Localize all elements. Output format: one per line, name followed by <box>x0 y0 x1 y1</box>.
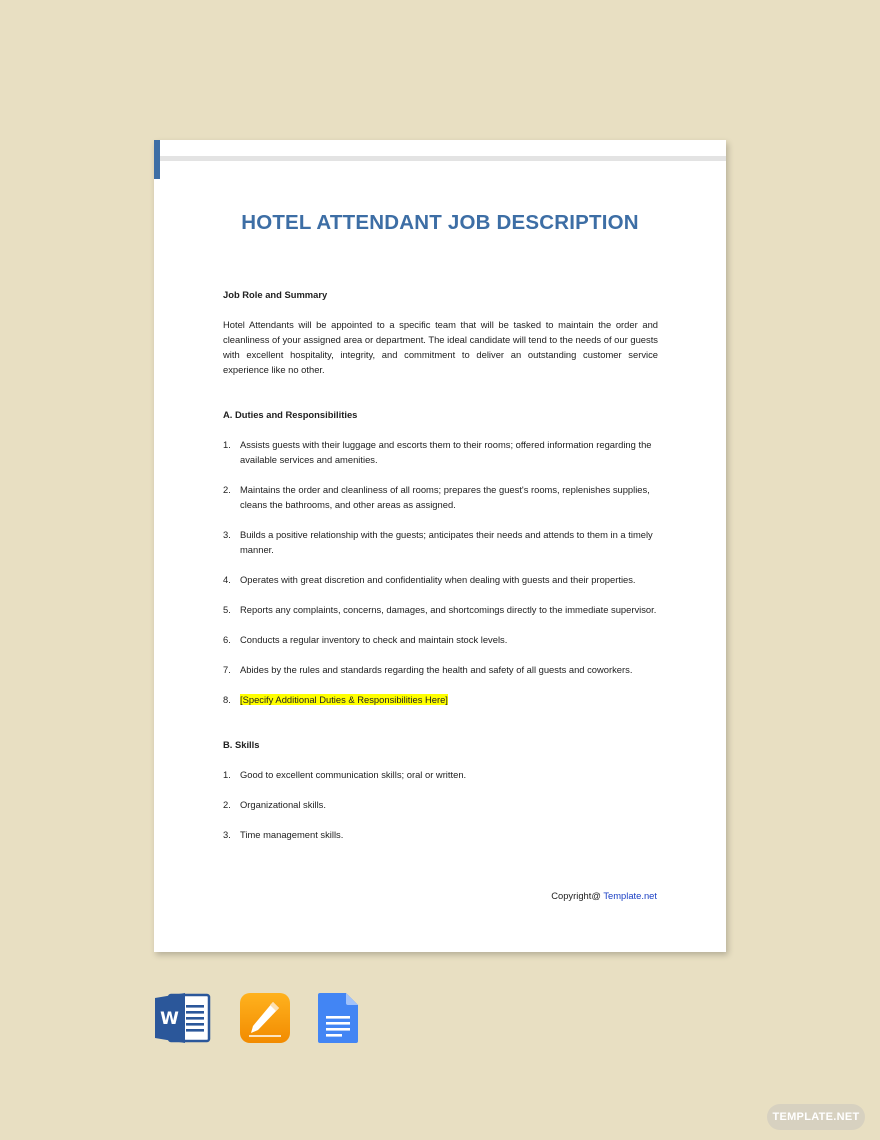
list-item-number: 1. <box>223 769 231 780</box>
list-item <box>223 527 658 557</box>
copyright <box>551 888 657 903</box>
list-item-text: Time management skills. <box>240 829 344 840</box>
svg-text:W: W <box>160 1009 179 1029</box>
duties-list <box>223 437 658 707</box>
list-item-text: Organizational skills. <box>240 799 326 810</box>
list-item-number: 2. <box>223 484 231 495</box>
list-item-number: 3. <box>223 829 231 840</box>
list-item-text: Abides by the rules and standards regarding the health and safety of all guests and coworkers. <box>240 664 633 675</box>
list-item-number: 3. <box>223 529 231 540</box>
list-item <box>223 632 658 647</box>
list-item <box>223 662 658 677</box>
list-item-number: 1. <box>223 439 231 450</box>
skills-list <box>223 767 658 842</box>
document-page <box>154 140 726 952</box>
summary-heading: Job Role and Summary <box>223 289 328 300</box>
document-title: HOTEL ATTENDANT JOB DESCRIPTION <box>241 211 639 234</box>
list-item <box>223 437 658 467</box>
list-item <box>223 767 658 782</box>
copyright-label: Copyright@ <box>551 890 601 901</box>
placeholder-highlight-text: [Specify Additional Duties & Responsibilities Here] <box>240 694 448 705</box>
list-item-text: Maintains the order and cleanliness of all rooms; prepares the guest's rooms, replenishes supplies, cleans the bathrooms, and other areas as assigned. <box>240 484 650 510</box>
list-item-number: 8. <box>223 694 231 705</box>
list-item-number: 5. <box>223 604 231 615</box>
list-item <box>223 692 658 707</box>
duties-heading: A. Duties and Responsibilities <box>223 409 358 420</box>
google-docs-icon[interactable] <box>317 992 361 1044</box>
list-item <box>223 797 658 812</box>
list-item-text: Conducts a regular inventory to check and maintain stock levels. <box>240 634 508 645</box>
list-item-text: Good to excellent communication skills; oral or written. <box>240 769 467 780</box>
pages-icon[interactable] <box>239 992 291 1044</box>
skills-heading: B. Skills <box>223 739 260 750</box>
document-body <box>223 287 658 842</box>
list-item-number: 7. <box>223 664 231 675</box>
list-item-number: 6. <box>223 634 231 645</box>
word-icon[interactable] <box>155 992 211 1044</box>
list-item-text: Builds a positive relationship with the guests; anticipates their needs and attends to them in a timely manner. <box>240 529 653 555</box>
app-icons <box>155 992 375 1048</box>
list-item <box>223 602 658 617</box>
list-item <box>223 827 658 842</box>
list-item <box>223 572 658 587</box>
list-item-number: 2. <box>223 799 231 810</box>
header-rule <box>160 156 726 161</box>
list-item-text: Operates with great discretion and confidentiality when dealing with guests and their properties. <box>240 574 636 585</box>
summary-text: Hotel Attendants will be appointed to a specific team that will be tasked to maintain the order and cleanliness of your assigned area or department. The ideal candidate will tend to the needs of our guests with excellent hospitality, integrity, and commitment to deliver an outstanding customer service experience like no other. <box>223 319 658 375</box>
list-item-text: Reports any complaints, concerns, damages, and shortcomings directly to the immediate supervisor. <box>240 604 657 615</box>
template-net-badge[interactable]: TEMPLATE.NET <box>767 1104 865 1130</box>
list-item <box>223 482 658 512</box>
list-item-number: 4. <box>223 574 231 585</box>
copyright-link[interactable]: Template.net <box>603 890 657 901</box>
list-item-text: Assists guests with their luggage and escorts them to their rooms; offered information regarding the available services and amenities. <box>240 439 652 465</box>
